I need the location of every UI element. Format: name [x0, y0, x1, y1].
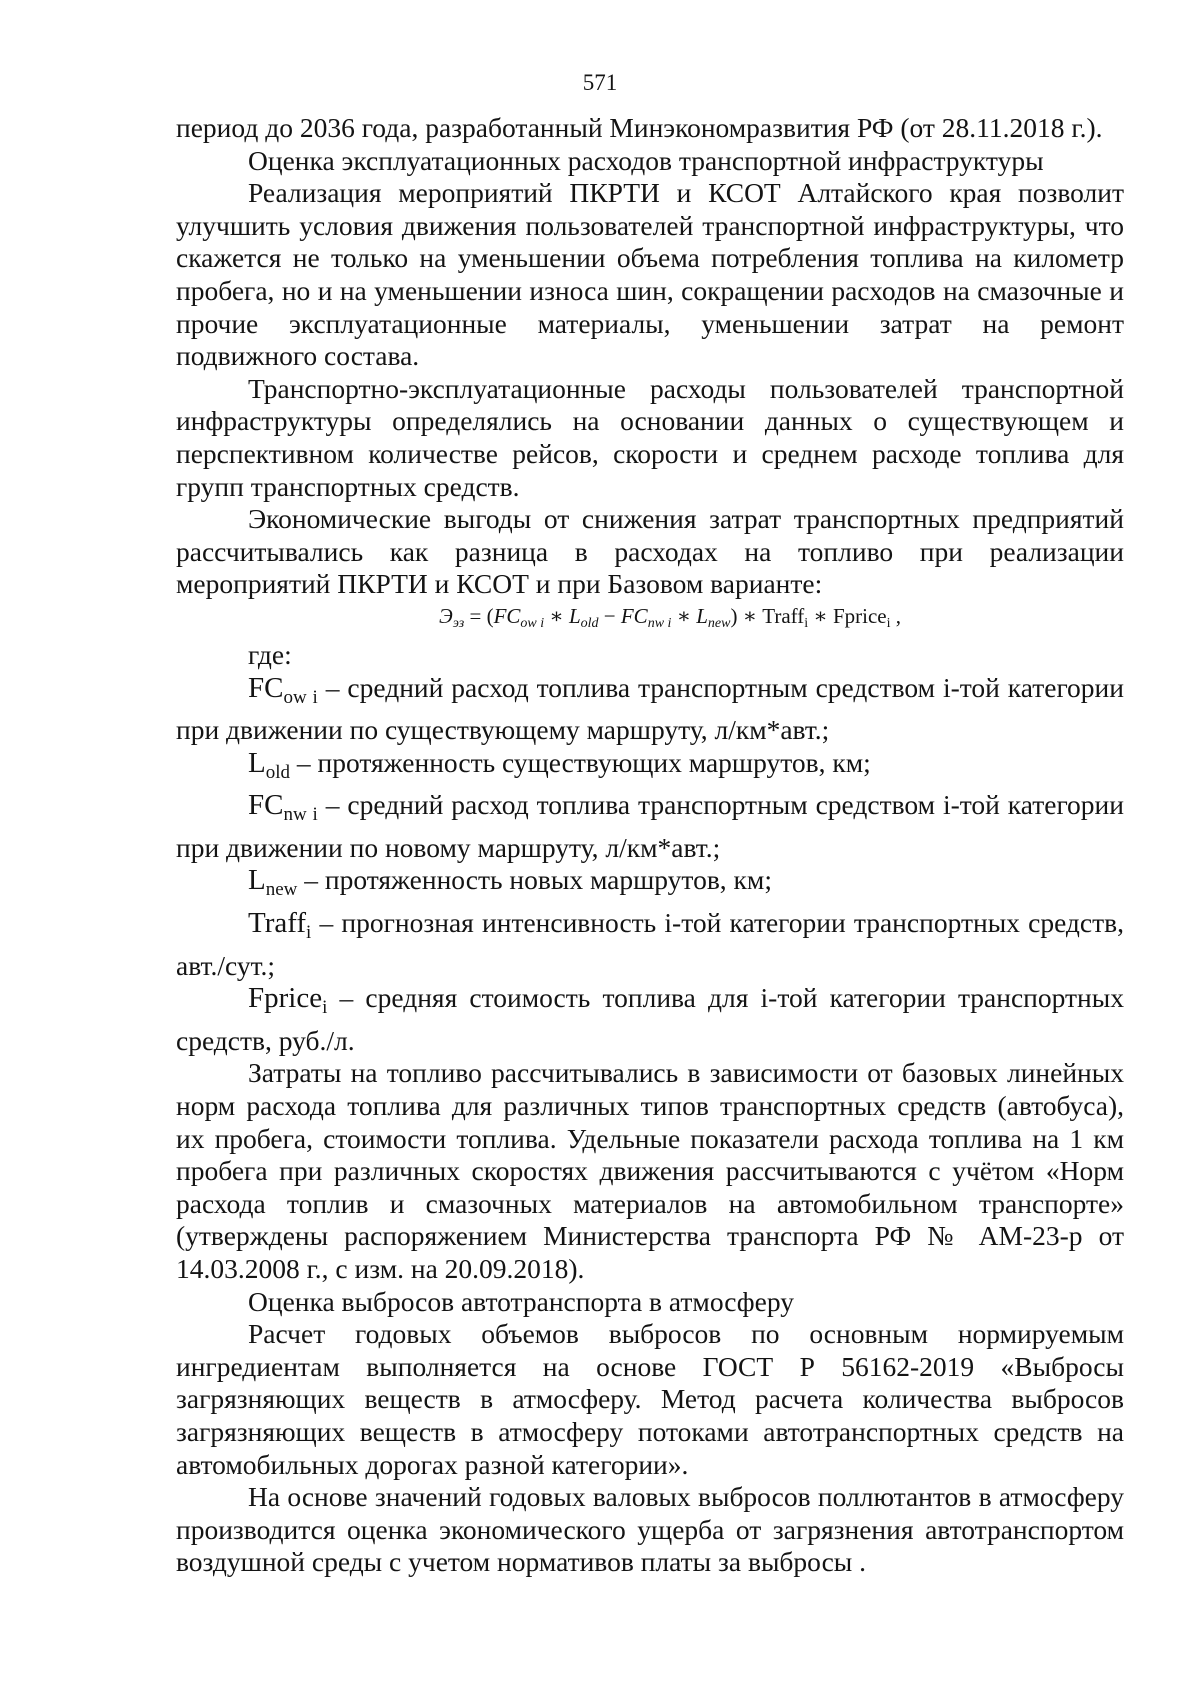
section-heading-operating-costs: Оценка эксплуатационных расходов транспортной инфраструктуры [248, 144, 1044, 176]
paragraph-emissions-calculation: Расчет годовых объемов выбросов по основным нормируемым ингредиентам выполняется на основе ГОСТ Р 56162-2019 «Выбросы загрязняющих веществ в атмосферу. Метод расчета количества выбросов загрязняющих веществ в атмосферу потоками автотранспортных средств на автомобильных дорогах разной категории». [176, 1318, 1124, 1480]
definition-traff [176, 907, 1124, 982]
formula-lhs: Э [439, 603, 453, 628]
formula-fc-old: FC [493, 603, 521, 628]
formula-l-new: L [696, 603, 708, 628]
formula-mul-1: ∗ [544, 603, 569, 628]
definition-symbol: Fprice [248, 982, 323, 1015]
formula-lhs-sub: эз [452, 615, 465, 631]
formula-fc-new: FC [620, 603, 648, 628]
formula-l-old: L [568, 603, 581, 628]
formula-fc-old-sub: ow i [520, 615, 545, 631]
paragraph-measures: Реализация мероприятий ПКРТИ и КСОТ Алтайского края позволит улучшить условия движения пользователей транспортной инфраструктуры, что скажется не только на уменьшении объема потребления топлива на километр пробега, но и на уменьшении износа шин, сокращении расходов на смазочные и прочие эксплуатационные материалы, уменьшении затрат на ремонт подвижного состава. [176, 177, 1124, 372]
formula-mul-2: ∗ [671, 603, 697, 628]
formula-l-new-sub: new [707, 615, 731, 631]
formula-tail: , [890, 603, 901, 628]
definition-subscript: new [265, 879, 298, 901]
definition-subscript: i [306, 922, 312, 944]
definition-symbol: FC [248, 671, 284, 704]
definition-fc-new [176, 789, 1124, 864]
formula-fc-new-sub: nw i [647, 615, 672, 631]
formula-eq: = ( [464, 603, 494, 628]
definition-symbol: L [248, 864, 266, 897]
section-heading-emissions: Оценка выбросов автотранспорта в атмосферу [248, 1285, 794, 1317]
formula-fprice-sub: i [886, 615, 891, 631]
formula-traff-sub: i [804, 615, 809, 631]
definition-text: – средний расход топлива транспортным средством i-той категории при движении по новому маршруту, л/км*авт.; [176, 789, 1124, 863]
definition-text: – протяженность новых маршрутов, км; [297, 864, 772, 896]
formula-traff: Traff [762, 603, 805, 628]
definition-fc-old [176, 672, 1124, 747]
definition-subscript: i [322, 997, 328, 1019]
formula-mul-3: ∗ [808, 603, 833, 628]
definition-text: – средняя стоимость топлива для i-той категории транспортных средств, руб./л. [176, 982, 1124, 1056]
formula-fprice: Fprice [832, 603, 887, 628]
page-number: 571 [582, 70, 618, 95]
formula-l-old-sub: old [580, 615, 599, 631]
definition-subscript: nw i [283, 804, 318, 826]
definition-l-new [176, 864, 1124, 907]
definition-symbol: L [248, 746, 266, 779]
paragraph-transport-costs: Транспортно-эксплуатационные расходы пользователей транспортной инфраструктуры определялись на основании данных о существующем и перспективном количестве рейсов, скорости и среднем расходе топлива для групп транспортных средств. [176, 372, 1124, 502]
paragraph-economic-benefits: Экономические выгоды от снижения затрат транспортных предприятий рассчитывались как разница в расходах на топливо при реализации мероприятий ПКРТИ и КСОТ и при Базовом варианте: [176, 503, 1124, 600]
paragraph-economic-damage: На основе значений годовых валовых выбросов поллютантов в атмосферу производится оценка экономического ущерба от загрязнения автотранспортом воздушной среды с учетом нормативов платы за выбросы . [176, 1481, 1124, 1578]
paragraph-intro-continuation: период до 2036 года, разработанный Минэкономразвития РФ (от 28.11.2018 г.). [176, 112, 1103, 143]
document-body [176, 112, 1124, 1579]
where-label: где: [248, 638, 292, 670]
paragraph-fuel-costs: Затраты на топливо рассчитывались в зависимости от базовых линейных норм расхода топлива для различных типов транспортных средств (автобуса), их пробега, стоимости топлива. Удельные показатели расхода топлива на 1 км пробега при различных скоростях движения рассчитываются с учётом «Норм расхода топлив и смазочных материалов на автомобильном транспорте» (утверждены распоряжением Министерства транспорта РФ № АМ-23-р от 14.03.2008 г., с изм. на 20.09.2018). [176, 1057, 1124, 1284]
definition-subscript: old [265, 761, 290, 783]
definition-symbol: Traff [248, 907, 307, 940]
definition-subscript: ow i [283, 686, 318, 708]
definition-fprice [176, 982, 1124, 1057]
formula-minus: − [598, 603, 621, 628]
definition-l-old [176, 747, 1124, 790]
formula-close: ) ∗ [730, 603, 763, 628]
definition-symbol: FC [248, 789, 284, 822]
definition-text: – протяженность существующих маршрутов, км; [290, 746, 871, 778]
definition-text: – средний расход топлива транспортным средством i-той категории при движении по существующему маршруту, л/км*авт.; [176, 671, 1124, 746]
cost-formula [176, 601, 1124, 639]
definition-text: – прогнозная интенсивность i-той категории транспортных средств, авт./сут.; [176, 907, 1124, 981]
